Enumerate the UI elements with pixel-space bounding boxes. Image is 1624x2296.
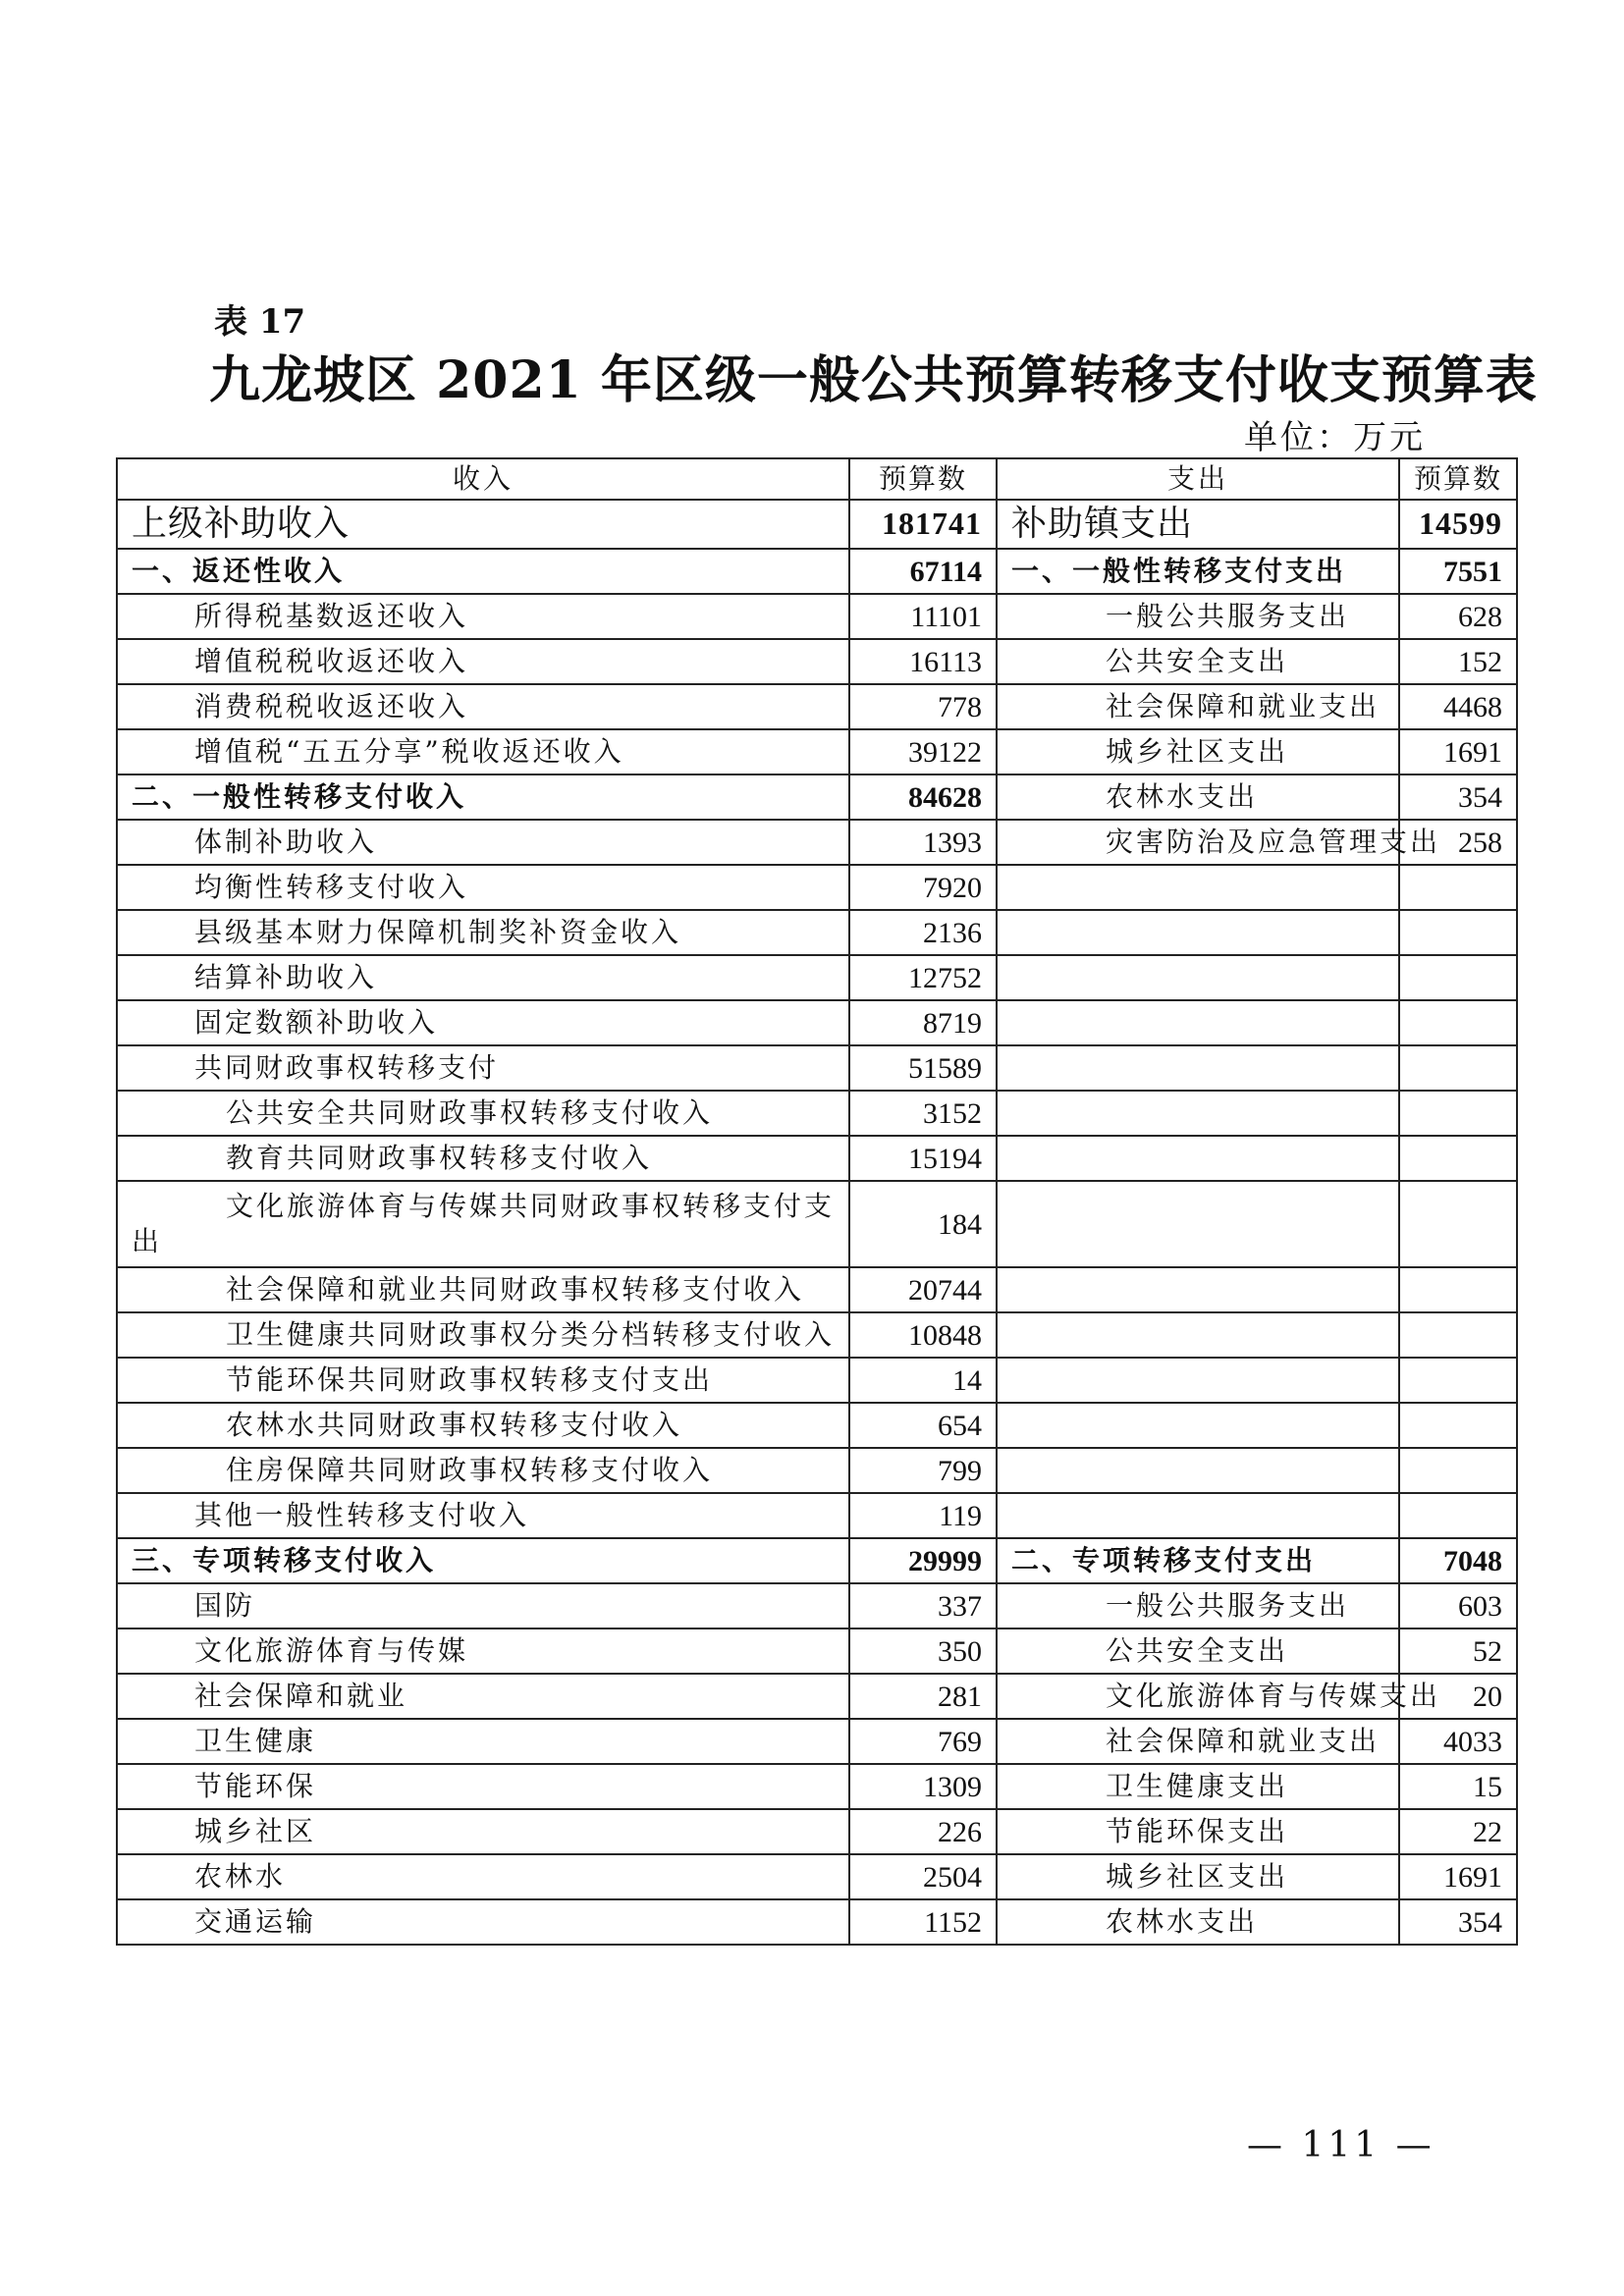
expense-value: 628 — [1399, 594, 1517, 639]
expense-value: 15 — [1399, 1764, 1517, 1809]
table-row — [117, 1583, 1517, 1629]
table-row — [117, 1538, 1517, 1583]
income-value: 20744 — [849, 1267, 997, 1312]
expense-value: 354 — [1399, 774, 1517, 820]
income-item: 所得税基数返还收入 — [117, 594, 849, 639]
income-item — [117, 1181, 849, 1267]
income-value: 7920 — [849, 865, 997, 910]
table-row — [117, 729, 1517, 774]
income-value: 8719 — [849, 1000, 997, 1045]
unit-label: 单位：万元 — [1244, 418, 1426, 457]
header-income-budget: 预算数 — [849, 458, 997, 500]
expense-value — [1399, 865, 1517, 910]
expense-item — [997, 955, 1399, 1000]
income-value: 39122 — [849, 729, 997, 774]
income-value: 769 — [849, 1719, 997, 1764]
table-row — [117, 1764, 1517, 1809]
income-item: 三、专项转移支付收入 — [117, 1538, 849, 1583]
expense-value — [1399, 1493, 1517, 1538]
income-item: 一、返还性收入 — [117, 549, 849, 594]
expense-value: 52 — [1399, 1629, 1517, 1674]
income-item: 二、一般性转移支付收入 — [117, 774, 849, 820]
header-row — [117, 458, 1517, 500]
expense-item — [997, 1312, 1399, 1358]
table-row — [117, 549, 1517, 594]
income-value: 181741 — [849, 500, 997, 549]
expense-value: 7048 — [1399, 1538, 1517, 1583]
expense-item: 一般公共服务支出 — [997, 1583, 1399, 1629]
document-title: 九龙坡区 2021 年区级一般公共预算转移支付收支预算表 — [209, 350, 1538, 410]
expense-item: 城乡社区支出 — [997, 1854, 1399, 1899]
expense-item: 节能环保支出 — [997, 1809, 1399, 1854]
expense-item: 二、专项转移支付支出 — [997, 1538, 1399, 1583]
expense-item: 文化旅游体育与传媒支出 — [997, 1674, 1399, 1719]
expense-value: 4468 — [1399, 684, 1517, 729]
income-value: 350 — [849, 1629, 997, 1674]
income-value: 799 — [849, 1448, 997, 1493]
expense-item — [997, 1267, 1399, 1312]
table-row — [117, 955, 1517, 1000]
table-row — [117, 1854, 1517, 1899]
income-value: 14 — [849, 1358, 997, 1403]
expense-value: 7551 — [1399, 549, 1517, 594]
table-row — [117, 1358, 1517, 1403]
table-row — [117, 1493, 1517, 1538]
expense-item: 农林水支出 — [997, 1899, 1399, 1945]
income-item: 县级基本财力保障机制奖补资金收入 — [117, 910, 849, 955]
table-row — [117, 1267, 1517, 1312]
expense-value: 1691 — [1399, 1854, 1517, 1899]
income-item-line1: 文化旅游体育与传媒共同财政事权转移支付支 — [226, 1189, 836, 1222]
income-item: 住房保障共同财政事权转移支付收入 — [117, 1448, 849, 1493]
income-item: 国防 — [117, 1583, 849, 1629]
income-item: 交通运输 — [117, 1899, 849, 1945]
table-row — [117, 1045, 1517, 1091]
income-value: 2136 — [849, 910, 997, 955]
expense-item: 一、一般性转移支付支出 — [997, 549, 1399, 594]
income-value: 51589 — [849, 1045, 997, 1091]
income-item: 社会保障和就业 — [117, 1674, 849, 1719]
income-value: 29999 — [849, 1538, 997, 1583]
income-value: 12752 — [849, 955, 997, 1000]
expense-value — [1399, 1358, 1517, 1403]
expense-value — [1399, 1448, 1517, 1493]
income-item: 上级补助收入 — [117, 500, 849, 549]
table-row — [117, 1674, 1517, 1719]
income-item: 固定数额补助收入 — [117, 1000, 849, 1045]
expense-value — [1399, 910, 1517, 955]
table-row — [117, 1091, 1517, 1136]
expense-item — [997, 1403, 1399, 1448]
income-value: 281 — [849, 1674, 997, 1719]
expense-value: 603 — [1399, 1583, 1517, 1629]
header-income: 收入 — [117, 458, 849, 500]
table-row — [117, 1403, 1517, 1448]
expense-value — [1399, 1136, 1517, 1181]
expense-item — [997, 865, 1399, 910]
expense-value: 20 — [1399, 1674, 1517, 1719]
header-expense-budget: 预算数 — [1399, 458, 1517, 500]
expense-value — [1399, 1181, 1517, 1267]
income-value: 3152 — [849, 1091, 997, 1136]
income-item: 卫生健康 — [117, 1719, 849, 1764]
expense-item — [997, 1136, 1399, 1181]
expense-value: 14599 — [1399, 500, 1517, 549]
expense-value: 354 — [1399, 1899, 1517, 1945]
income-item: 其他一般性转移支付收入 — [117, 1493, 849, 1538]
income-item: 增值税税收返还收入 — [117, 639, 849, 684]
table-row — [117, 1448, 1517, 1493]
budget-table — [116, 457, 1518, 1946]
income-item: 城乡社区 — [117, 1809, 849, 1854]
expense-value — [1399, 1091, 1517, 1136]
income-value: 226 — [849, 1809, 997, 1854]
income-item: 消费税税收返还收入 — [117, 684, 849, 729]
table-row — [117, 865, 1517, 910]
income-item: 卫生健康共同财政事权分类分档转移支付收入 — [117, 1312, 849, 1358]
income-item: 文化旅游体育与传媒 — [117, 1629, 849, 1674]
table-row — [117, 820, 1517, 865]
income-value: 337 — [849, 1583, 997, 1629]
table-row — [117, 639, 1517, 684]
income-item: 节能环保 — [117, 1764, 849, 1809]
table-row — [117, 1899, 1517, 1945]
table-row — [117, 774, 1517, 820]
income-value: 10848 — [849, 1312, 997, 1358]
table-row — [117, 594, 1517, 639]
expense-value: 1691 — [1399, 729, 1517, 774]
expense-value: 22 — [1399, 1809, 1517, 1854]
expense-item — [997, 1045, 1399, 1091]
expense-item — [997, 1448, 1399, 1493]
income-item: 公共安全共同财政事权转移支付收入 — [117, 1091, 849, 1136]
income-item: 农林水 — [117, 1854, 849, 1899]
income-item: 共同财政事权转移支付 — [117, 1045, 849, 1091]
income-value: 67114 — [849, 549, 997, 594]
expense-item: 公共安全支出 — [997, 639, 1399, 684]
expense-item: 补助镇支出 — [997, 500, 1399, 549]
expense-item — [997, 910, 1399, 955]
expense-value — [1399, 1403, 1517, 1448]
income-item: 节能环保共同财政事权转移支付支出 — [117, 1358, 849, 1403]
income-item: 体制补助收入 — [117, 820, 849, 865]
income-item: 社会保障和就业共同财政事权转移支付收入 — [117, 1267, 849, 1312]
income-value: 184 — [849, 1181, 997, 1267]
expense-item: 农林水支出 — [997, 774, 1399, 820]
income-value: 119 — [849, 1493, 997, 1538]
expense-item: 公共安全支出 — [997, 1629, 1399, 1674]
expense-value: 258 — [1399, 820, 1517, 865]
income-value: 2504 — [849, 1854, 997, 1899]
expense-value: 152 — [1399, 639, 1517, 684]
income-item: 均衡性转移支付收入 — [117, 865, 849, 910]
expense-item — [997, 1358, 1399, 1403]
expense-value — [1399, 955, 1517, 1000]
table-row — [117, 1136, 1517, 1181]
income-item: 教育共同财政事权转移支付收入 — [117, 1136, 849, 1181]
expense-item: 城乡社区支出 — [997, 729, 1399, 774]
table-row — [117, 500, 1517, 549]
income-value: 1152 — [849, 1899, 997, 1945]
income-item: 农林水共同财政事权转移支付收入 — [117, 1403, 849, 1448]
table-row — [117, 1000, 1517, 1045]
income-value: 654 — [849, 1403, 997, 1448]
expense-value — [1399, 1312, 1517, 1358]
table-row — [117, 1629, 1517, 1674]
income-value: 1309 — [849, 1764, 997, 1809]
income-value: 1393 — [849, 820, 997, 865]
expense-item — [997, 1493, 1399, 1538]
expense-item: 社会保障和就业支出 — [997, 684, 1399, 729]
table-row — [117, 1312, 1517, 1358]
expense-value — [1399, 1267, 1517, 1312]
income-item: 结算补助收入 — [117, 955, 849, 1000]
table-row — [117, 1809, 1517, 1854]
expense-item: 社会保障和就业支出 — [997, 1719, 1399, 1764]
table-row — [117, 1719, 1517, 1764]
expense-item: 一般公共服务支出 — [997, 594, 1399, 639]
expense-value: 4033 — [1399, 1719, 1517, 1764]
income-value: 16113 — [849, 639, 997, 684]
income-value: 15194 — [849, 1136, 997, 1181]
expense-item: 灾害防治及应急管理支出 — [997, 820, 1399, 865]
income-value: 84628 — [849, 774, 997, 820]
income-value: 11101 — [849, 594, 997, 639]
page-number: — 111 — — [1247, 2125, 1435, 2165]
table-row — [117, 1181, 1517, 1267]
expense-value — [1399, 1000, 1517, 1045]
expense-value — [1399, 1045, 1517, 1091]
header-expense: 支出 — [997, 458, 1399, 500]
expense-item: 卫生健康支出 — [997, 1764, 1399, 1809]
expense-item — [997, 1091, 1399, 1136]
table-row — [117, 910, 1517, 955]
income-value: 778 — [849, 684, 997, 729]
table-row — [117, 684, 1517, 729]
income-item-line2: 出 — [132, 1225, 163, 1257]
income-item: 增值税“五五分享”税收返还收入 — [117, 729, 849, 774]
expense-item — [997, 1000, 1399, 1045]
expense-item — [997, 1181, 1399, 1267]
table-label: 表 17 — [214, 302, 306, 342]
